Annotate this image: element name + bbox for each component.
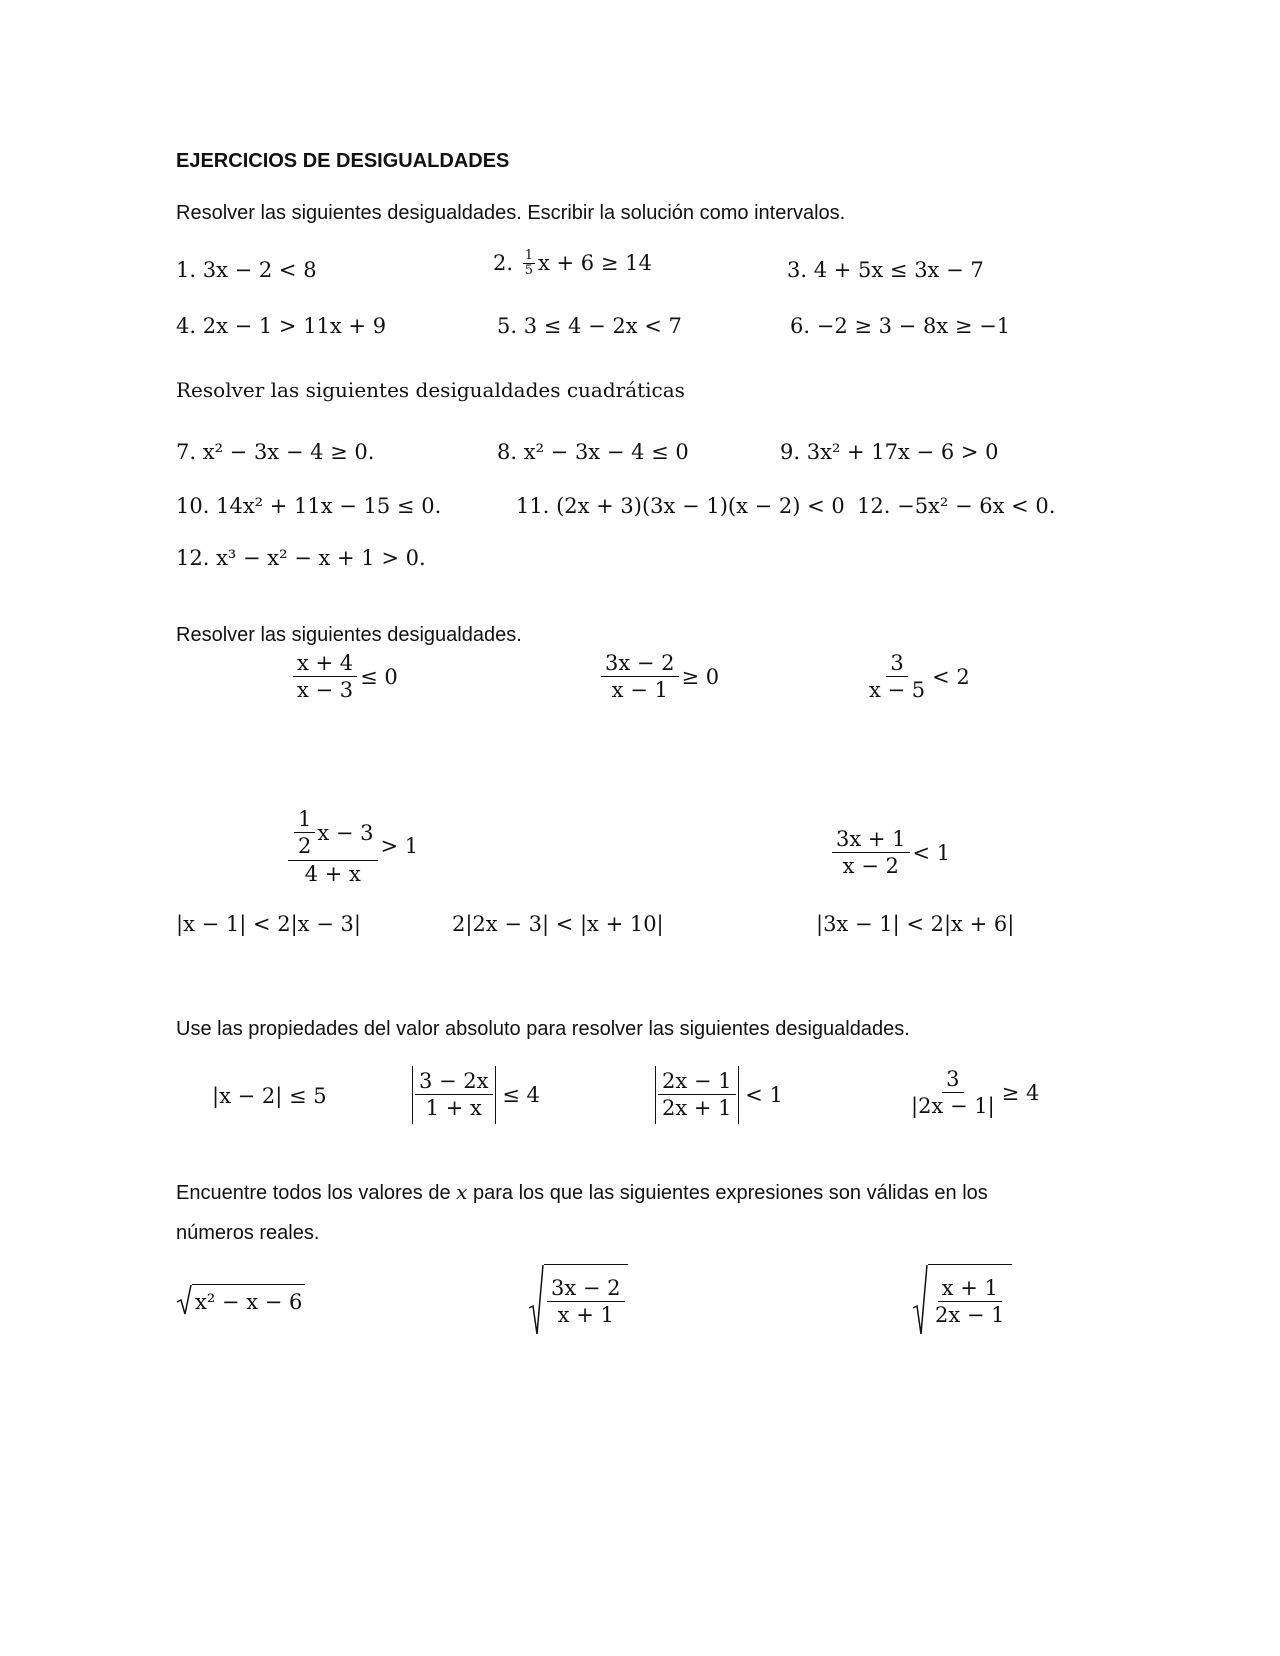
exercise-12b: 12. x³ − x² − x + 1 > 0. xyxy=(176,546,426,570)
instruction-quadratic: Resolver las siguientes desigualdades cuadráticas xyxy=(176,378,685,402)
exercise-5: 5. 3 ≤ 4 − 2x < 7 xyxy=(497,314,682,338)
exercise-1: 1. 3x − 2 < 8 xyxy=(176,258,317,282)
exercise-9: 9. 3x² + 17x − 6 > 0 xyxy=(780,440,999,464)
exercise-6: 6. −2 ≥ 3 − 8x ≥ −1 xyxy=(790,314,1011,338)
instruction-absolute: Use las propiedades del valor absoluto para resolver las siguientes desigualdades. xyxy=(176,1018,910,1040)
instruction-domain-line2: números reales. xyxy=(176,1222,320,1244)
exercise-7: 7. x² − 3x − 4 ≥ 0. xyxy=(176,440,375,464)
exercise-12a: 12. −5x² − 6x < 0. xyxy=(857,494,1056,518)
exercise-11: 11. (2x + 3)(3x − 1)(x − 2) < 0 xyxy=(516,494,845,518)
radical-icon xyxy=(912,1264,928,1336)
abs-ineq-2: 2|2x − 3| < |x + 10| xyxy=(452,912,664,936)
exercise-10: 10. 14x² + 11x − 15 ≤ 0. xyxy=(176,494,442,518)
sqrt-1: x² − x − 6 xyxy=(176,1284,305,1316)
sqrt-3: $\frac{x + 1}{2x - 1}$ xyxy=(912,1264,1012,1336)
exercise-2: 2. $\frac{1}{5}$ x + 6 ≥ 14 xyxy=(493,248,652,278)
absolute-3: $\frac{2x - 1}{2x + 1}$ < 1 xyxy=(655,1066,783,1124)
instruction-rational: Resolver las siguientes desigualdades. xyxy=(176,624,522,646)
radical-icon xyxy=(176,1284,192,1316)
abs-ineq-1: |x − 1| < 2|x − 3| xyxy=(176,912,361,936)
rational-2: $\frac{3x - 2}{x - 1}$ ≥ 0 xyxy=(598,650,719,704)
rational-1: $\frac{x + 4}{x - 3}$ ≤ 0 xyxy=(290,650,398,704)
absolute-4: $\frac{3}{|2x - 1|}$ ≥ 4 xyxy=(911,1067,1040,1119)
page-title: EJERCICIOS DE DESIGUALDADES xyxy=(176,150,510,172)
absolute-2: $\frac{3 - 2x}{1 + x}$ ≤ 4 xyxy=(412,1066,540,1124)
fraction-one-fifth: $\frac{1}{5}$ xyxy=(524,248,534,278)
fraction-one-half: $\frac{1}{2}$ xyxy=(294,806,315,860)
instruction-linear: Resolver las siguientes desigualdades. Escribir la solución como intervalos. xyxy=(176,202,846,224)
rational-5: $\frac{3x + 1}{x - 2}$ < 1 xyxy=(829,826,950,880)
rational-4: $\frac{1}{2}$ x − 3 4 + x > 1 xyxy=(285,806,418,887)
exercise-4: 4. 2x − 1 > 11x + 9 xyxy=(176,314,387,338)
exercise-3: 3. 4 + 5x ≤ 3x − 7 xyxy=(787,258,984,282)
sqrt-2: $\frac{3x - 2}{x + 1}$ xyxy=(528,1264,628,1336)
rational-3: $\frac{3}{x - 5}$ < 2 xyxy=(869,651,970,703)
instruction-domain: Encuentre todos los valores de x para los que las siguientes expresiones son válidas en los xyxy=(176,1180,988,1204)
radical-icon xyxy=(528,1264,544,1336)
absolute-1: |x − 2| ≤ 5 xyxy=(212,1084,327,1108)
exercise-8: 8. x² − 3x − 4 ≤ 0 xyxy=(497,440,689,464)
abs-ineq-3: |3x − 1| < 2|x + 6| xyxy=(816,912,1015,936)
